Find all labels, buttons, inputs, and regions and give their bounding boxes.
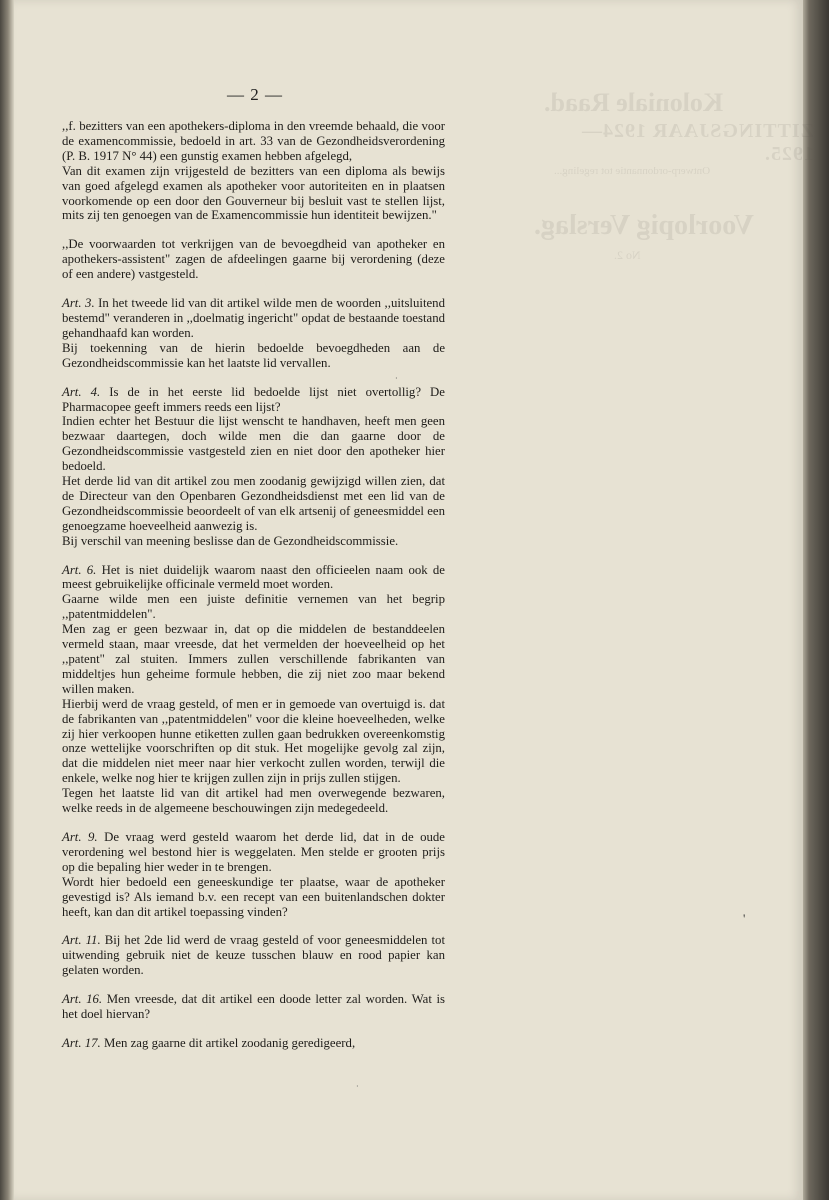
bleed-line: No 2.	[614, 248, 641, 262]
bleed-line: Voorlopig Verslag.	[534, 210, 754, 241]
paragraph	[62, 933, 445, 978]
paragraph	[62, 830, 445, 875]
ink-speck: '	[743, 911, 746, 926]
paragraph: Tegen het laatste lid van dit artikel had men overwegende bezwaren, welke reeds in de algemeene beschouwingen zijn medegedeeld.	[62, 786, 445, 816]
article-label: Art. 16.	[62, 992, 103, 1007]
paragraph: Van dit examen zijn vrijgesteld de bezitters van een diploma als bewijs van goed afgelegd examen als apotheker voor autoriteiten en in plaatsen voorkomende op een door den Gouverneur bij besluit vast te stellen lijst, mits zij ten genoegen van de Examencommissie hun identiteit bewijzen."	[62, 163, 445, 223]
paragraph: Gaarne wilde men een juiste definitie vernemen van het begrip ,,patentmiddelen".	[62, 592, 445, 622]
paragraph: Het derde lid van dit artikel zou men zoodanig gewijzigd willen zien, dat de Directeur van den Openbaren Gezondheidsdienst met een lid van de Gezondheidscommissie beoordeelt of van elk artsenij of geneesmiddel een genoegzame hoeveelheid aanwezig is.	[62, 474, 445, 533]
article-label: Art. 6.	[62, 562, 97, 577]
article-label: Art. 4.	[62, 384, 101, 399]
paragraph: Bij toekenning van de hierin bedoelde bevoegdheden aan de Gezondheidscommissie kan het laatste lid vervallen.	[62, 340, 445, 370]
paragraph	[62, 1036, 445, 1051]
bleed-line: ZITTINGSJAAR 1924—1925.	[580, 120, 814, 165]
paragraph	[62, 385, 445, 415]
bleed-line: Ontwerp-ordonnantie tot regeling...	[554, 165, 711, 177]
paragraph: Indien echter het Bestuur die lijst wenscht te handhaven, heeft men geen bezwaar daartegen, doch wilde men die dan gaarne door de Gezondheidscommissie vastgesteld zien en niet door den apotheker hier bedoeld.	[62, 414, 445, 474]
paragraph-text: Men vreesde, dat dit artikel een doode letter zal worden. Wat is het doel hiervan?	[62, 992, 445, 1022]
paragraph-text: In het tweede lid van dit artikel wilde men de woorden ,,uitsluitend bestemd" veranderen in ,,doelmatig ingericht" opdat de bestaande toestand gehandhaafd kan worden.	[62, 296, 445, 340]
paragraph: Men zag er geen bezwaar in, dat op die middelen de bestanddeelen vermeld staan, maar vreesde, dat het vermelden der hoeveelheid op het ,,patent" zal stuiten. Immers zullen verschillende fabrikanten van middeltjes hun geheime formule hebben, die zij niet zoo maar bekend willen maken.	[62, 622, 445, 696]
paragraph	[62, 992, 445, 1022]
article-label: Art. 17.	[62, 1035, 101, 1050]
paragraph	[62, 563, 445, 593]
paragraph-text: De vraag werd gesteld waarom het derde lid, dat in de oude verordening wel bestond hier is weggelaten. Men stelde er grooten prijs op die bepaling hier weder in te brengen.	[62, 829, 445, 874]
article-label: Art. 9.	[62, 829, 98, 844]
section-voorwaarden	[62, 237, 445, 282]
paragraph-text: Is de in het eerste lid bedoelde lijst niet overtollig? De Pharmacopee geeft immers reeds een lijst?	[62, 384, 445, 414]
section-art-6	[62, 563, 445, 816]
ink-speck: ·	[356, 1082, 359, 1091]
section-intro	[62, 119, 445, 223]
paragraph-text: Bij het 2de lid werd de vraag gesteld of voor geneesmiddelen tot uitwending gebruik niet de keuze tusschen blauw en rood papier kan gelaten worden.	[62, 933, 445, 978]
paragraph: Wordt hier bedoeld een geneeskundige ter plaatse, waar de apotheker gevestigd is? Als iemand b.v. een recept van een buitenlandschen dokter heeft, kan dan dit artikel toepassing vinden?	[62, 874, 445, 919]
article-label: Art. 11.	[62, 933, 101, 948]
body-text	[62, 119, 445, 1051]
article-label: Art. 3.	[62, 296, 95, 311]
section-art-16	[62, 992, 445, 1022]
paragraph: ,,De voorwaarden tot verkrijgen van de bevoegdheid van apotheker en apothekers-assistent" zagen de afdeelingen gaarne bij verordening (deze of een andere) vastgesteld.	[62, 237, 445, 282]
section-art-11	[62, 933, 445, 978]
section-art-9	[62, 830, 445, 919]
section-art-4	[62, 385, 445, 549]
page-number: — 2 —	[227, 85, 283, 104]
document-page	[14, 0, 814, 1200]
paragraph: ,,f. bezitters van een apothekers-diploma in den vreemde behaald, die voor de examencommissie, bedoeld in art. 33 van de Gezondheidsverordening (P. B. 1917 N° 44) een gunstig examen hebben afgelegd,	[62, 119, 445, 163]
ink-speck: ·	[395, 374, 398, 383]
paragraph	[62, 296, 445, 341]
paragraph: Hierbij werd de vraag gesteld, of men er in gemoede van overtuigd is. dat de fabrikanten van ,,patentmiddelen" voor die kleine hoeveelheden, welke zij hier verkoopen hunne etiketten zullen gaan bedrukken overeenkomstig onze wettelijke voorschriften op dit stuk. Het mogelijke gevolg zal zijn, dat die middelen niet meer naar hier verkocht zullen worden, terwijl die enkele, welke nog hier te krijgen zullen zijn in prijs zullen stijgen.	[62, 696, 445, 786]
section-art-17	[62, 1036, 445, 1051]
bleed-line: Koloniale Raad.	[544, 88, 724, 117]
paragraph: Bij verschil van meening beslisse dan de Gezondheidscommissie.	[62, 533, 399, 548]
paragraph-text: Men zag gaarne dit artikel zoodanig geredigeerd,	[100, 1035, 356, 1050]
bleed-through-text	[514, 70, 814, 300]
section-art-3	[62, 296, 445, 371]
paragraph-text: Het is niet duidelijk waarom naast den officieelen naam ook de meest gebruikelijke officinale vermeld moet worden.	[62, 562, 445, 592]
